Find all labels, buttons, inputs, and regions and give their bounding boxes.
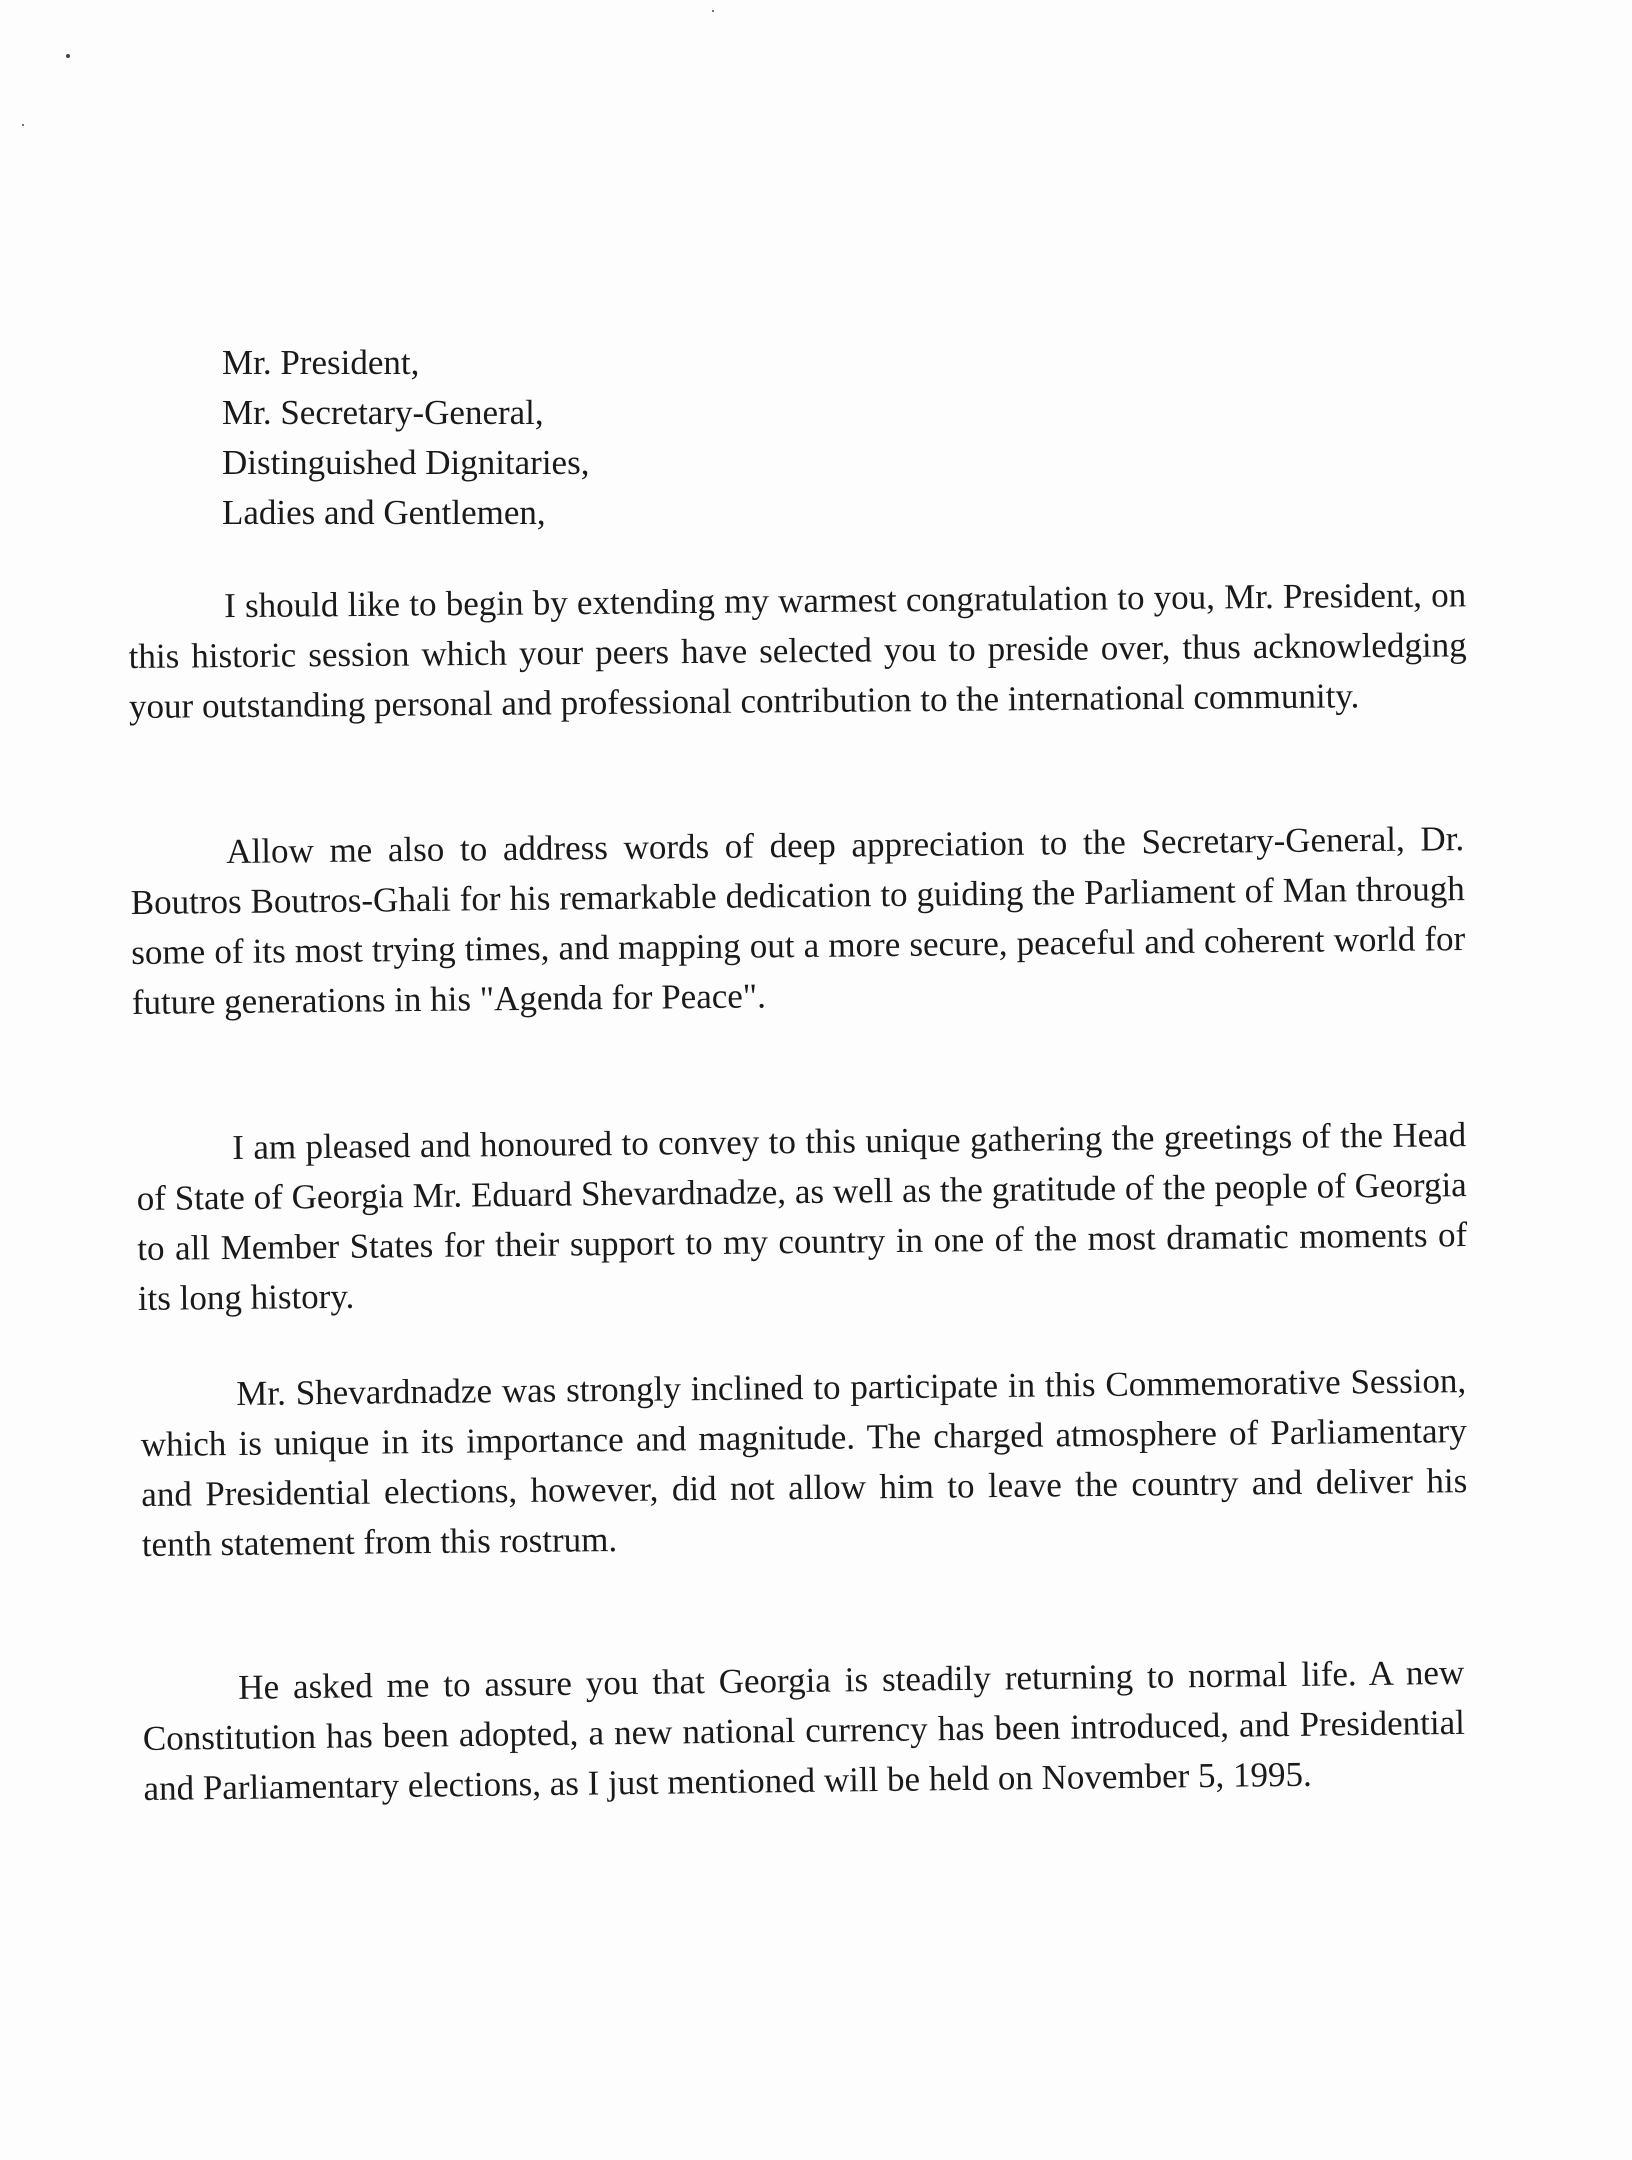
paragraph-greetings: I am pleased and honoured to convey to this unique gathering the greetings of the Head of State of Georgia Mr. Eduard Shevardnadze, as well as the gratitude of the people of Georgia to all Member States for their support to my country in one of the most dramatic moments of its long history. xyxy=(136,1115,1468,1318)
salutation-block xyxy=(222,338,1422,538)
salutation-line: Distinguished Dignitaries, xyxy=(222,443,590,482)
paragraph-appreciation: Allow me also to address words of deep appreciation to the Secretary-General, Dr. Boutros Boutros-Ghali for his remarkable dedication to guiding the Parliament of Man through some of its most trying times, and mapping out a more secure, peaceful and coherent world for future generations in his "Agenda for Peace". xyxy=(130,819,1466,1022)
scan-speck xyxy=(66,54,70,58)
scan-speck xyxy=(22,124,24,126)
scan-speck xyxy=(712,10,714,12)
salutation-line: Mr. Secretary-General, xyxy=(222,393,544,432)
salutation-line: Mr. President, xyxy=(222,343,420,382)
paragraph-congratulation: I should like to begin by extending my warmest congratulation to you, Mr. President, on this historic session which your peers have selected you to preside over, thus acknowledging your outstanding personal and professional contribution to the international community. xyxy=(128,575,1467,726)
paragraph-absence: Mr. Shevardnadze was strongly inclined to participate in this Commemorative Session, which is unique in its importance and magnitude. The charged atmosphere of Parliamentary and Presidential elections, however, did not allow him to leave the country and deliver his tenth statement from this rostrum. xyxy=(140,1361,1468,1564)
salutation-line: Ladies and Gentlemen, xyxy=(222,493,546,532)
paragraph-normal-life: He asked me to assure you that Georgia is steadily returning to normal life. A new Constitution has been adopted, a new national currency has been introduced, and Presidential and Parliamentary elections, as I just mentioned will be held on November 5, 1995. xyxy=(142,1652,1466,1808)
